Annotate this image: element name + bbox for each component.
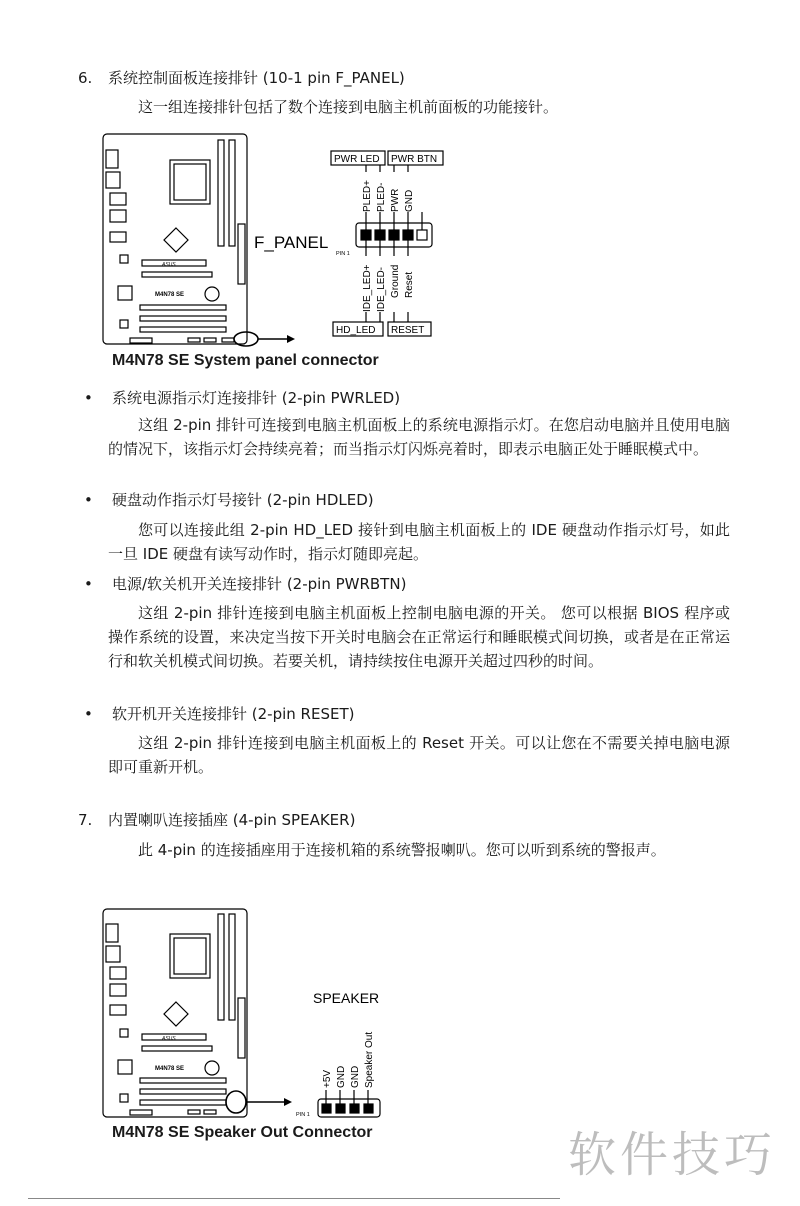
pin-label-pled-minus: PLED- <box>376 182 387 212</box>
bottom-group-reset: RESET <box>391 325 425 336</box>
pin-label-pwr: PWR <box>390 188 401 212</box>
speaker-pin-5v: +5V <box>322 1069 333 1088</box>
bottom-group-hd-led: HD_LED <box>336 325 376 336</box>
bullet-pwrbtn-title <box>80 574 406 594</box>
bullet-pwrbtn-title-text: 电源/软关机开关连接排针 (2-pin PWRBTN) <box>112 575 407 593</box>
board-logo-2: ASUS <box>162 1036 176 1042</box>
pin-label-ide-led-plus: IDE_LED+ <box>362 264 373 312</box>
board-model-label-1: M4N78 SE <box>155 292 185 298</box>
figure1-caption: M4N78 SE System panel connector <box>112 352 379 369</box>
section7-title-text: 内置喇叭连接插座 (4-pin SPEAKER) <box>108 811 356 829</box>
bullet-hdled-title <box>80 490 374 510</box>
pin-label-reset: Reset <box>404 271 415 298</box>
speaker-header <box>318 1090 380 1117</box>
top-group-pwr-led: PWR LED <box>334 154 380 165</box>
speaker-label: SPEAKER <box>313 990 380 1006</box>
bullet-reset-text: 这组 2-pin 排针连接到电脑主机面板上的 Reset 开关。可以让您在不需要关掉电脑电源即可重新开机。 <box>108 734 730 776</box>
watermark: 软件技巧 <box>568 1127 777 1183</box>
speaker-pin-speaker-out: Speaker Out <box>364 1031 375 1088</box>
speaker-pin-gnd-1: GND <box>336 1065 347 1088</box>
f-panel-label: F_PANEL <box>254 233 329 252</box>
section6-title-text: 系统控制面板连接排针 (10-1 pin F_PANEL) <box>108 69 405 87</box>
figure2-caption: M4N78 SE Speaker Out Connector <box>112 1124 373 1141</box>
f-panel-header <box>331 151 443 336</box>
pin-label-ground: Ground <box>390 264 401 298</box>
pointer-arrowhead-2 <box>284 1098 292 1106</box>
section6-title <box>78 68 405 88</box>
pointer-arrowhead-1 <box>287 335 295 343</box>
bullet-pwrled-title <box>80 388 400 408</box>
speaker-pin1-label: PIN 1 <box>296 1112 310 1118</box>
section7-intro: 此 4-pin 的连接插座用于连接机箱的系统警报喇叭。您可以听到系统的警报声。 <box>138 841 666 859</box>
motherboard-outline-2 <box>103 909 247 1117</box>
bullet-marker: • <box>84 491 93 509</box>
pin-label-ide-led-minus: IDE_LED- <box>376 266 387 312</box>
bullet-pwrled-text: 这组 2-pin 排针可连接到电脑主机面板上的系统电源指示灯。在您启动电脑并且使用电脑的情况下，该指示灯会持续亮着；而当指示灯闪烁亮着时，即表示电脑正处于睡眠模式中。 <box>108 416 730 458</box>
bullet-marker: • <box>84 575 93 593</box>
section7-number: 7. <box>78 811 93 829</box>
board-logo-1: ASUS <box>162 262 176 268</box>
f-panel-pin1-label: PIN 1 <box>336 251 350 257</box>
motherboard-outline-1 <box>103 134 258 346</box>
footer-divider <box>28 1198 560 1199</box>
section7-title <box>78 810 355 830</box>
bullet-hdled-title-text: 硬盘动作指示灯号接针 (2-pin HDLED) <box>112 491 374 509</box>
bullet-hdled-text: 您可以连接此组 2-pin HD_LED 接针到电脑主机面板上的 IDE 硬盘动作指示灯号，如此一旦 IDE 硬盘有读写动作时，指示灯随即亮起。 <box>108 521 730 563</box>
section6-intro: 这一组连接排针包括了数个连接到电脑主机前面板的功能接针。 <box>138 98 559 116</box>
top-group-pwr-btn: PWR BTN <box>391 154 438 165</box>
section6-number: 6. <box>78 69 93 87</box>
bullet-reset-title <box>80 704 354 724</box>
speaker-pin-gnd-2: GND <box>350 1065 361 1088</box>
bullet-reset-title-text: 软开机开关连接排针 (2-pin RESET) <box>112 705 355 723</box>
bullet-marker: • <box>84 389 93 407</box>
bullet-pwrled-title-text: 系统电源指示灯连接排针 (2-pin PWRLED) <box>112 389 401 407</box>
pin-label-pled-plus: PLED+ <box>362 180 373 212</box>
board-model-label-2: M4N78 SE <box>155 1066 185 1072</box>
pin-label-gnd: GND <box>404 189 415 212</box>
bullet-marker: • <box>84 705 93 723</box>
bullet-pwrbtn-text: 这组 2-pin 排针连接到电脑主机面板上控制电脑电源的开关。 您可以根据 BIOS 程序或操作系统的设置，来决定当按下开关时电脑会在正常运行和睡眠模式间切换，或者是在正常运行和软关机模式间切换。若要关机，请持续按住电源开关超过四秒的时间。 <box>108 604 730 670</box>
